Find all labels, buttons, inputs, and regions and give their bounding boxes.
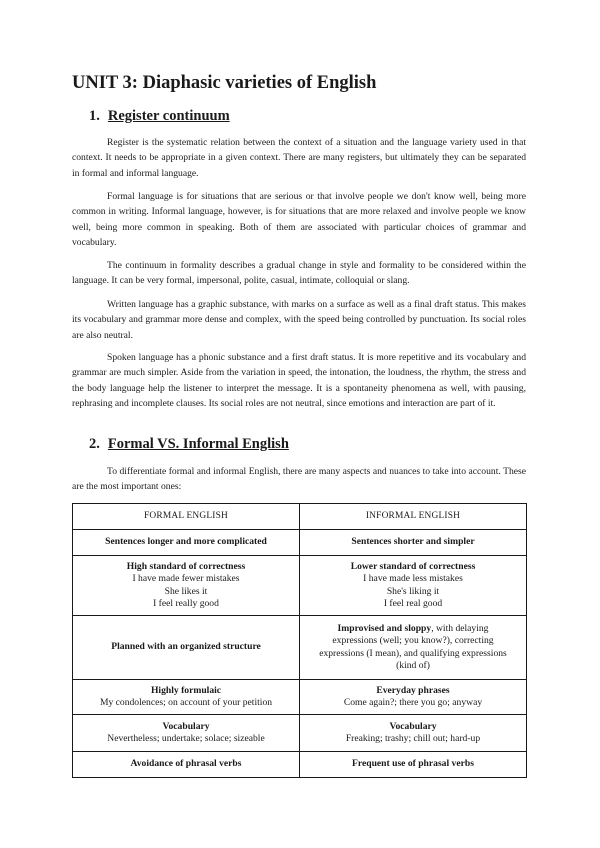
cell-line: My condolences; on account of your petition — [99, 697, 273, 708]
cell-formal — [73, 616, 300, 680]
cell-title: Improvised and sloppy — [337, 622, 432, 634]
cell-title: Sentences longer and more complicated — [105, 536, 267, 548]
cell-title: Avoidance of phrasal verbs — [130, 758, 242, 770]
table-row — [73, 616, 527, 680]
section-2-title: Formal VS. Informal English — [107, 436, 289, 452]
cell-title: Planned with an organized structure — [111, 641, 261, 653]
cell-line: Nevertheless; undertake; solace; sizeable — [107, 733, 265, 744]
cell-line: I have made less mistakes — [363, 573, 463, 585]
section-1-heading — [89, 108, 230, 125]
paragraph-intro: To differentiate formal and informal English, there are many aspects and nuances to take into account. These are the most important ones: — [72, 466, 526, 493]
section-1-number: 1. — [89, 108, 100, 124]
cell-informal — [300, 616, 527, 680]
table-row — [73, 556, 527, 616]
cell-formal — [73, 530, 300, 556]
cell-formal — [73, 680, 300, 715]
section-2-number: 2. — [89, 436, 100, 452]
paragraph-continuum: The continuum in formality describes a gradual change in style and formality to be considered within the language. It can be very formal, impersonal, polite, casual, intimate, colloquial or slang. — [72, 260, 526, 287]
paragraph-formal-informal: Formal language is for situations that are serious or that involve people we don't know well, being more common in writing. Informal language, however, is for situations that are more relaxed and involve people we know well, being more common in speaking. Both of them are associated with particular choices of grammar and vocabulary. — [72, 191, 526, 249]
table-row — [73, 715, 527, 752]
page-title: UNIT 3: Diaphasic varieties of English — [72, 73, 377, 93]
cell-informal — [300, 752, 527, 778]
cell-title: Sentences shorter and simpler — [351, 536, 475, 548]
paragraph-spoken: Spoken language has a phonic substance and a first draft status. It is more repetitive and its vocabulary and grammar are much simpler. Aside from the variation in speed, the intonation, the loudness, the rhythm, the stress and the body language help the listener to interpret the message. It is a spontaneity phenomena as well, with pausing, rephrasing and incomplete clauses. Its social roles are not neutral, since emotions and interaction are part of it. — [72, 352, 526, 410]
header-formal: FORMAL ENGLISH — [73, 504, 300, 530]
cell-title: Vocabulary — [389, 720, 437, 732]
cell-line: I feel real good — [383, 597, 443, 609]
table-row — [73, 530, 527, 556]
cell-title: Lower standard of correctness — [350, 560, 476, 572]
cell-title: High standard of correctness — [126, 560, 246, 572]
paragraph-register: Register is the systematic relation between the context of a situation and the language variety used in that context. It needs to be appropriate in a given context. There are many registers, but ultimately they can be separated in formal and informal language. — [72, 137, 526, 179]
section-2-heading — [89, 436, 289, 453]
cell-line: I feel really good — [153, 597, 219, 609]
comparison-table — [72, 503, 527, 778]
paragraph-written: Written language has a graphic substance, with marks on a surface as well as a final draft status. This makes its vocabulary and grammar more dense and complex, with the speed being controlled by punctuation. Its social roles are also neutral. — [72, 299, 526, 341]
cell-line: Come again?; there you go; anyway — [343, 697, 483, 708]
cell-informal — [300, 530, 527, 556]
cell-formal — [73, 752, 300, 778]
table-header-row — [73, 504, 527, 530]
table-row — [73, 680, 527, 715]
header-informal: INFORMAL ENGLISH — [300, 504, 527, 530]
cell-line: She likes it — [164, 585, 208, 597]
section-1-title: Register continuum — [107, 108, 230, 124]
cell-line: Freaking; trashy; chill out; hard-up — [345, 733, 481, 744]
cell-text: , with delaying expressions (well; you know?), correcting expressions (I mean), and qualifying expressions (kind of) — [319, 622, 507, 671]
cell-informal — [300, 556, 527, 616]
table-row — [73, 752, 527, 778]
cell-title: Highly formulaic — [150, 684, 222, 696]
cell-informal — [300, 680, 527, 715]
cell-line: She's liking it — [386, 585, 440, 597]
cell-formal — [73, 715, 300, 752]
cell-title: Everyday phrases — [376, 684, 450, 696]
cell-title: Frequent use of phrasal verbs — [352, 758, 474, 770]
cell-title: Vocabulary — [162, 720, 210, 732]
cell-line: I have made fewer mistakes — [132, 573, 240, 585]
cell-formal — [73, 556, 300, 616]
cell-informal — [300, 715, 527, 752]
